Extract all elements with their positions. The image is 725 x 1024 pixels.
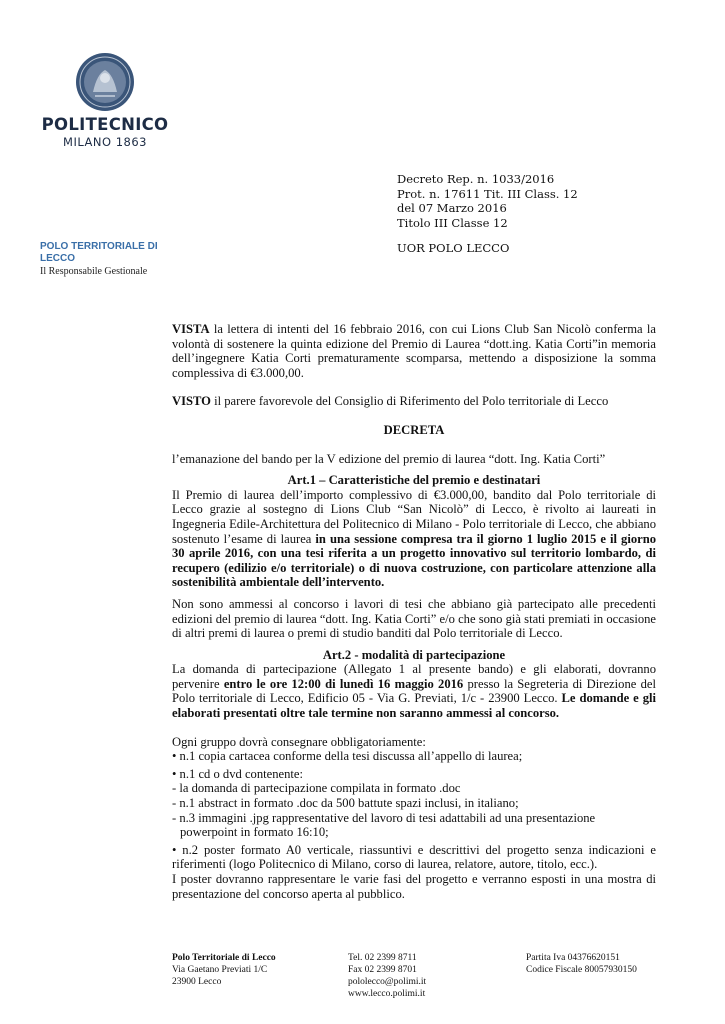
art1-paragraph-1	[172, 488, 656, 590]
footer-phone: Tel. 02 2399 8711	[348, 953, 417, 963]
list-item: • n.2 poster formato A0 verticale, riassuntivi e descrittivi del progetto senza indicazioni e riferimenti (logo Politecnico di Milano, corso di laurea, relatore, autore, titolo, ecc.).	[172, 842, 656, 872]
vista-label: VISTA	[172, 322, 210, 336]
list-item: • n.1 copia cartacea conforme della tesi discussa all’appello di laurea;	[172, 749, 523, 764]
art1-heading: Art.1 – Caratteristiche del premio e destinatari	[287, 473, 541, 488]
list-intro: Ogni gruppo dovrà consegnare obbligatoriamente:	[172, 734, 426, 749]
polo-name-line2: LECCO	[40, 253, 75, 264]
art1-text: Il Premio di laurea dell’importo complessivo di €3.000,00, bandito dal Polo territoriale di Lecco grazie al sostegno di Lions Club “San Nicolò” di Lecco, è rivolto ai laureati in Ingegneria Edile-Architettura del Politecnico di Milano - Polo territoriale di Lecco, che abbiano sostenuto l’esame di laurea	[172, 487, 656, 546]
poster-paragraph: I poster dovranno rappresentare le varie fasi del progetto e verranno esposti in una mostra di presentazione del concorso aperta al pubblico.	[172, 872, 656, 901]
visto-paragraph	[172, 394, 656, 409]
uor-label: UOR POLO LECCO	[397, 241, 510, 255]
footer-city: 23900 Lecco	[172, 977, 222, 987]
polo-role: Il Responsabile Gestionale	[40, 266, 148, 277]
footer-website[interactable]: www.lecco.polimi.it	[348, 989, 426, 999]
art2-heading: Art.2 - modalità di partecipazione	[322, 647, 506, 662]
footer-fax: Fax 02 2399 8701	[348, 965, 417, 975]
list-subitem: - la domanda di partecipazione compilata in formato .doc	[172, 781, 461, 796]
list-subitem: - n.3 immagini .jpg rappresentative del lavoro di tesi adattabili ad una presentazione	[172, 810, 596, 825]
visto-text: il parere favorevole del Consiglio di Riferimento del Polo territoriale di Lecco	[210, 394, 609, 409]
art2-text: La domanda di partecipazione (Allegato 1 al presente bando) e gli elaborati, dovranno pervenire	[172, 662, 656, 691]
footer-email[interactable]: pololecco@polimi.it	[348, 977, 427, 987]
art1-bold-text: in una sessione compresa tra il giorno 1 luglio 2015 e il giorno 30 aprile 2016, con una tesi riferita a un progetto innovativo sul territorio lombardo, di recupero (edilizio e/o territoriale) o di nuova costruzione, con particolare attenzione alla sostenibilità ambientale dell’intervento.	[172, 531, 657, 590]
decree-line: del 07 Marzo 2016	[397, 201, 507, 215]
politecnico-seal-icon	[75, 52, 135, 112]
decree-line: Prot. n. 17611 Tit. III Class. 12	[397, 186, 578, 201]
document-body	[172, 322, 656, 901]
list-subitem-continued: powerpoint in formato 16:10;	[180, 825, 329, 840]
politecnico-logo	[40, 52, 170, 149]
footer-tax-code: Codice Fiscale 80057930150	[526, 965, 637, 975]
art2-address: presso la Segreteria di Direzione del Polo territoriale di Lecco, Edificio 05 - Via G. Previati, 1/c - 23900 Lecco.	[172, 676, 656, 706]
footer-vat: Partita Iva 04376620151	[526, 953, 620, 963]
decree-reference	[397, 172, 578, 230]
logo-name: POLITECNICO	[41, 115, 169, 134]
decree-line: Titolo III Classe 12	[397, 215, 508, 230]
visto-label: VISTO	[172, 394, 211, 409]
decreta-heading: DECRETA	[383, 422, 445, 437]
list-item: • n.1 cd o dvd contenente:	[172, 766, 304, 781]
footer-address	[172, 952, 276, 988]
decree-line: Decreto Rep. n. 1033/2016	[397, 172, 555, 186]
footer-fiscal	[526, 952, 637, 976]
requirements-list	[172, 735, 656, 902]
footer-contacts	[348, 952, 426, 1000]
art1-paragraph-2: Non sono ammessi al concorso i lavori di tesi che abbiano già partecipato alle precedenti edizioni del premio di laurea “dott. Ing. Katia Corti” e/o che sono già stati premiati in occasione di altri premi di laurea o premi di studio banditi dal Polo territoriale di Lecco.	[172, 596, 657, 641]
art2-warning: Le domande e gli elaborati presentati oltre tale termine non saranno ammessi al concorso.	[172, 691, 656, 721]
logo-subtitle: MILANO 1863	[63, 135, 147, 149]
list-subitem: - n.1 abstract in formato .doc da 500 battute spazi inclusi, in italiano;	[172, 796, 519, 811]
art2-deadline: entro le ore 12:00 di lunedì 16 maggio 2016	[223, 676, 464, 691]
art2-paragraph-1	[172, 662, 656, 720]
footer-org: Polo Territoriale di Lecco	[172, 953, 276, 963]
polo-name-line1: POLO TERRITORIALE DI	[40, 241, 158, 252]
emanazione-paragraph: l’emanazione del bando per la V edizione del premio di laurea “dott. Ing. Katia Corti”	[172, 451, 606, 466]
vista-paragraph	[172, 322, 656, 380]
polo-header	[40, 241, 200, 277]
vista-text: la lettera di intenti del 16 febbraio 2016, con cui Lions Club San Nicolò conferma la volontà di sostenere la quinta edizione del Premio di Laurea “dott.ing. Katia Corti”in memoria dell’ingegnere Katia Corti prematuramente scomparsa, mettendo a disposizione la somma complessiva di €3.000,00.	[172, 322, 656, 380]
footer-street: Via Gaetano Previati 1/C	[172, 965, 268, 975]
